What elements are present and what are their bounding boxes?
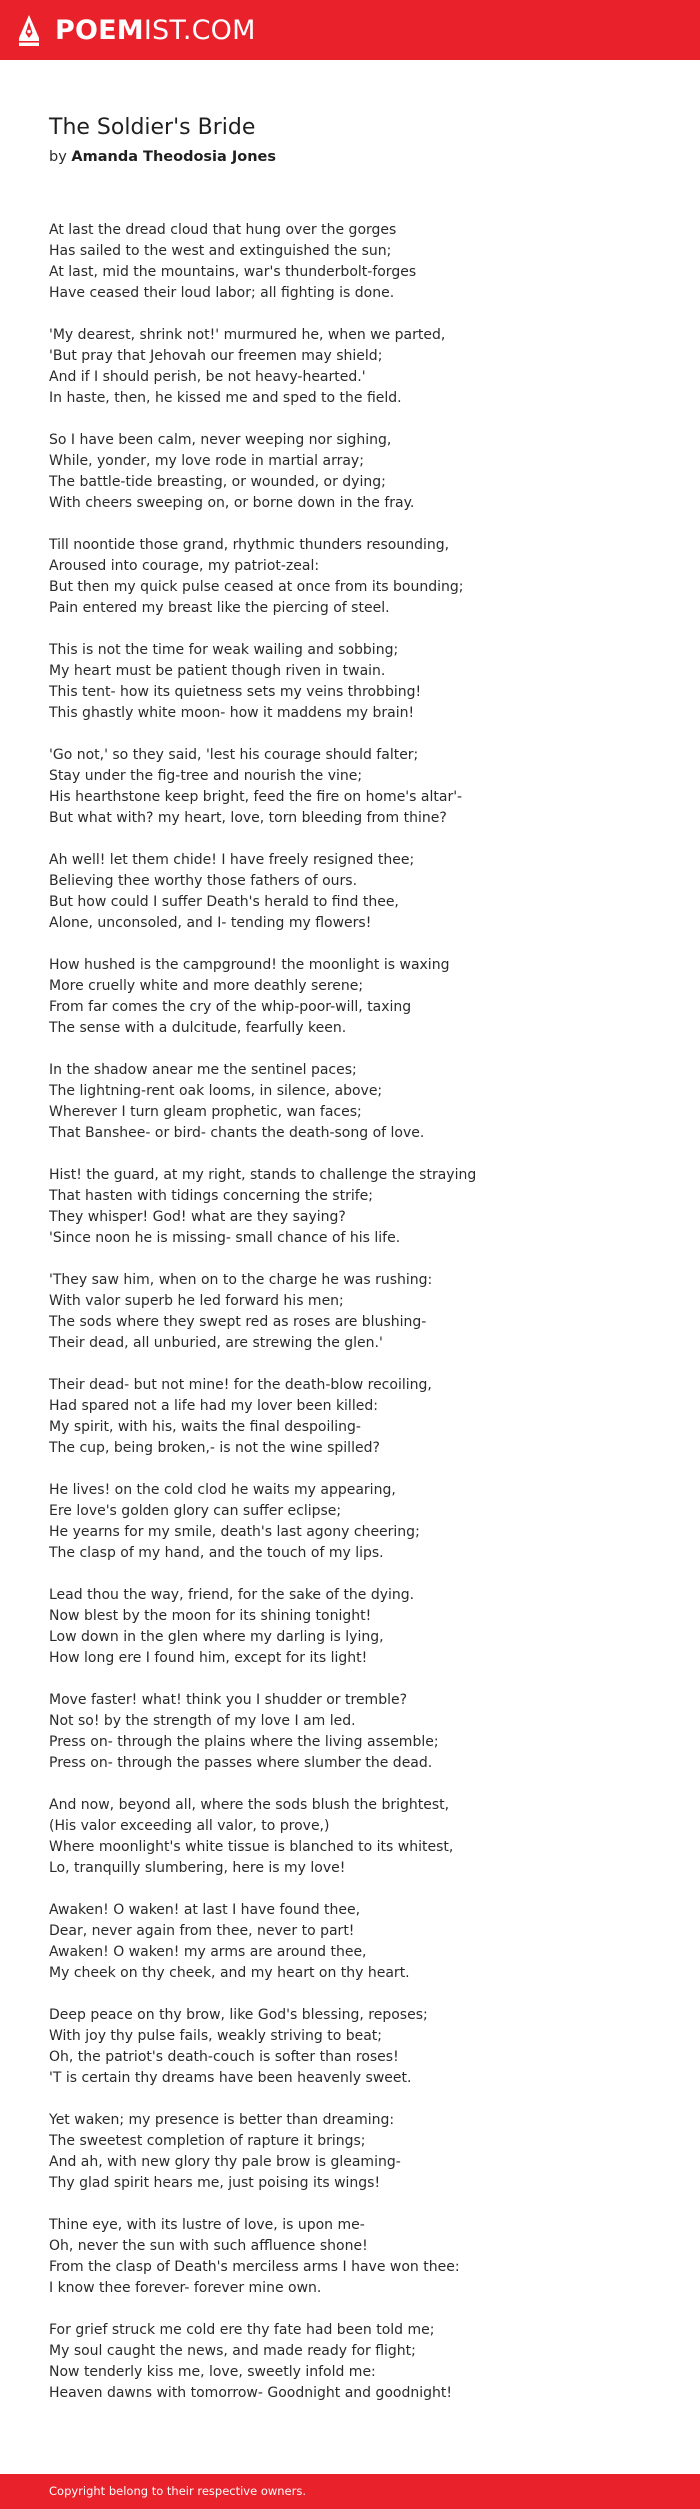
stanza	[49, 850, 649, 934]
poem-line: That Banshee- or bird- chants the death-song of love.	[49, 1125, 425, 1141]
poem-line: Their dead, all unburied, are strewing the glen.'	[49, 1335, 383, 1351]
poem-line: Where moonlight's white tissue is blanched to its whitest,	[49, 1839, 454, 1855]
stanza	[49, 430, 649, 514]
poem-line: How hushed is the campground! the moonlight is waxing	[49, 957, 450, 973]
poem-line: At last the dread cloud that hung over the gorges	[49, 222, 397, 238]
stanza	[49, 2215, 649, 2299]
poem-line: Alone, unconsoled, and I- tending my flowers!	[49, 915, 372, 931]
site-name: POEMIST.COM	[55, 15, 256, 46]
stanza	[49, 955, 649, 1039]
poem-line: But what with? my heart, love, torn bleeding from thine?	[49, 810, 447, 826]
poem-line: Has sailed to the west and extinguished the sun;	[49, 243, 392, 259]
poem-line: He yearns for my smile, death's last agony cheering;	[49, 1524, 420, 1540]
poem-line: The clasp of my hand, and the touch of my lips.	[49, 1545, 384, 1561]
poem-line: I know thee forever- forever mine own.	[49, 2280, 322, 2296]
poem-line: Stay under the fig-tree and nourish the vine;	[49, 768, 363, 784]
author-link[interactable]: Amanda Theodosia Jones	[71, 149, 276, 165]
poem-line: Lead thou the way, friend, for the sake of the dying.	[49, 1587, 415, 1603]
poem-line: His hearthstone keep bright, feed the fire on home's altar'-	[49, 789, 463, 805]
poem-line: In haste, then, he kissed me and sped to the field.	[49, 390, 402, 406]
stanza	[49, 1900, 649, 1984]
poem-line: Believing thee worthy those fathers of ours.	[49, 873, 358, 889]
poem-line: 'They saw him, when on to the charge he was rushing:	[49, 1272, 433, 1288]
poem-line: More cruelly white and more deathly serene;	[49, 978, 364, 994]
poem-line: Hist! the guard, at my right, stands to challenge the straying	[49, 1167, 477, 1183]
stanza	[49, 1480, 649, 1564]
copyright-text: Copyright belong to their respective owners.	[49, 2484, 307, 2498]
poem-line: Till noontide those grand, rhythmic thunders resounding,	[49, 537, 450, 553]
poem-line: From far comes the cry of the whip-poor-will, taxing	[49, 999, 412, 1015]
poem-line: Heaven dawns with tomorrow- Goodnight and goodnight!	[49, 2385, 453, 2401]
poem-line: Thy glad spirit hears me, just poising its wings!	[49, 2175, 381, 2191]
poem-line: This ghastly white moon- how it maddens my brain!	[49, 705, 415, 721]
poem-line: Oh, the patriot's death-couch is softer than roses!	[49, 2049, 399, 2065]
poem-line: Now blest by the moon for its shining tonight!	[49, 1608, 372, 1624]
site-header	[0, 0, 700, 60]
poem-line: At last, mid the mountains, war's thunderbolt-forges	[49, 264, 417, 280]
stanza	[49, 1375, 649, 1459]
poem-line: But then my quick pulse ceased at once from its bounding;	[49, 579, 464, 595]
poem-line: Thine eye, with its lustre of love, is upon me-	[49, 2217, 365, 2233]
poem-line: My heart must be patient though riven in twain.	[49, 663, 386, 679]
stanza	[49, 1795, 649, 1879]
poem-line: They whisper! God! what are they saying?	[49, 1209, 346, 1225]
poem-line: The sods where they swept red as roses are blushing-	[49, 1314, 427, 1330]
poem-line: Not so! by the strength of my love I am led.	[49, 1713, 356, 1729]
poem-line: Had spared not a life had my lover been killed:	[49, 1398, 378, 1414]
stanza	[49, 220, 649, 304]
stanza	[49, 325, 649, 409]
poem-line: This is not the time for weak wailing and sobbing;	[49, 642, 399, 658]
stanza	[49, 1165, 649, 1249]
poem-line: Move faster! what! think you I shudder or tremble?	[49, 1692, 408, 1708]
poem-line: He lives! on the cold clod he waits my appearing,	[49, 1482, 396, 1498]
poem-line: Their dead- but not mine! for the death-blow recoiling,	[49, 1377, 432, 1393]
poem-header	[49, 114, 649, 167]
poem-line: My cheek on thy cheek, and my heart on thy heart.	[49, 1965, 410, 1981]
poem-line: 'Since noon he is missing- small chance of his life.	[49, 1230, 401, 1246]
poem-line: Press on- through the plains where the living assemble;	[49, 1734, 439, 1750]
poem-line: Awaken! O waken! my arms are around thee,	[49, 1944, 367, 1960]
poem-line: The sweetest completion of rapture it brings;	[49, 2133, 366, 2149]
stanza	[49, 1060, 649, 1144]
poem-line: The cup, being broken,- is not the wine spilled?	[49, 1440, 380, 1456]
poem-line: 'Go not,' so they said, 'lest his courage should falter;	[49, 747, 419, 763]
poem-line: 'But pray that Jehovah our freemen may shield;	[49, 348, 383, 364]
poem-line: The sense with a dulcitude, fearfully keen.	[49, 1020, 347, 1036]
site-logo[interactable]	[17, 14, 256, 48]
poem-line: That hasten with tidings concerning the strife;	[49, 1188, 373, 1204]
stanza	[49, 2005, 649, 2089]
poem-line: Ah well! let them chide! I have freely resigned thee;	[49, 852, 415, 868]
poem-line: Deep peace on thy brow, like God's blessing, reposes;	[49, 2007, 428, 2023]
poem-line: Press on- through the passes where slumber the dead.	[49, 1755, 433, 1771]
poem-body	[49, 220, 649, 2425]
poem-line: With joy thy pulse fails, weakly striving to beat;	[49, 2028, 382, 2044]
poem-line: Oh, never the sun with such affluence shone!	[49, 2238, 368, 2254]
poem-line: While, yonder, my love rode in martial array;	[49, 453, 364, 469]
poem-line: And ah, with new glory thy pale brow is gleaming-	[49, 2154, 401, 2170]
poem-line: Dear, never again from thee, never to part!	[49, 1923, 355, 1939]
poem-line: But how could I suffer Death's herald to find thee,	[49, 894, 399, 910]
poem-line: For grief struck me cold ere thy fate had been told me;	[49, 2322, 435, 2338]
poem-line: 'T is certain thy dreams have been heavenly sweet.	[49, 2070, 412, 2086]
stanza	[49, 2110, 649, 2194]
poem-line: In the shadow anear me the sentinel paces;	[49, 1062, 357, 1078]
site-footer	[0, 2474, 700, 2509]
poem-line: Have ceased their loud labor; all fighting is done.	[49, 285, 395, 301]
poem-line: Lo, tranquilly slumbering, here is my love!	[49, 1860, 346, 1876]
poem-line: Aroused into courage, my patriot-zeal:	[49, 558, 320, 574]
poem-line: My spirit, with his, waits the final despoiling-	[49, 1419, 361, 1435]
stanza	[49, 535, 649, 619]
poem-line: How long ere I found him, except for its light!	[49, 1650, 368, 1666]
poem-line: With valor superb he led forward his men;	[49, 1293, 344, 1309]
poem-line: With cheers sweeping on, or borne down in the fray.	[49, 495, 415, 511]
poem-line: From the clasp of Death's merciless arms I have won thee:	[49, 2259, 460, 2275]
poem-line: And now, beyond all, where the sods blush the brightest,	[49, 1797, 450, 1813]
by-label: by	[49, 149, 67, 165]
poem-line: Awaken! O waken! at last I have found thee,	[49, 1902, 361, 1918]
poem-line: (His valor exceeding all valor, to prove,)	[49, 1818, 330, 1834]
poem-line: My soul caught the news, and made ready for flight;	[49, 2343, 416, 2359]
poem-title: The Soldier's Bride	[49, 115, 256, 140]
byline	[49, 147, 649, 167]
stanza	[49, 1690, 649, 1774]
poem-line: Pain entered my breast like the piercing of steel.	[49, 600, 390, 616]
poem-line: Low down in the glen where my darling is lying,	[49, 1629, 384, 1645]
poem-line: So I have been calm, never weeping nor sighing,	[49, 432, 392, 448]
stanza	[49, 745, 649, 829]
poem-line: The battle-tide breasting, or wounded, or dying;	[49, 474, 386, 490]
stanza	[49, 1585, 649, 1669]
poem-line: Yet waken; my presence is better than dreaming:	[49, 2112, 395, 2128]
stanza	[49, 640, 649, 724]
stanza	[49, 1270, 649, 1354]
poem-line: 'My dearest, shrink not!' murmured he, when we parted,	[49, 327, 446, 343]
poem-line: And if I should perish, be not heavy-hearted.'	[49, 369, 366, 385]
poem-line: Now tenderly kiss me, love, sweetly infold me:	[49, 2364, 376, 2380]
poem-line: The lightning-rent oak looms, in silence, above;	[49, 1083, 383, 1099]
poem-line: Wherever I turn gleam prophetic, wan faces;	[49, 1104, 362, 1120]
pen-nib-icon	[17, 14, 41, 48]
poem-line: Ere love's golden glory can suffer eclipse;	[49, 1503, 342, 1519]
stanza	[49, 2320, 649, 2404]
poem-line: This tent- how its quietness sets my veins throbbing!	[49, 684, 422, 700]
